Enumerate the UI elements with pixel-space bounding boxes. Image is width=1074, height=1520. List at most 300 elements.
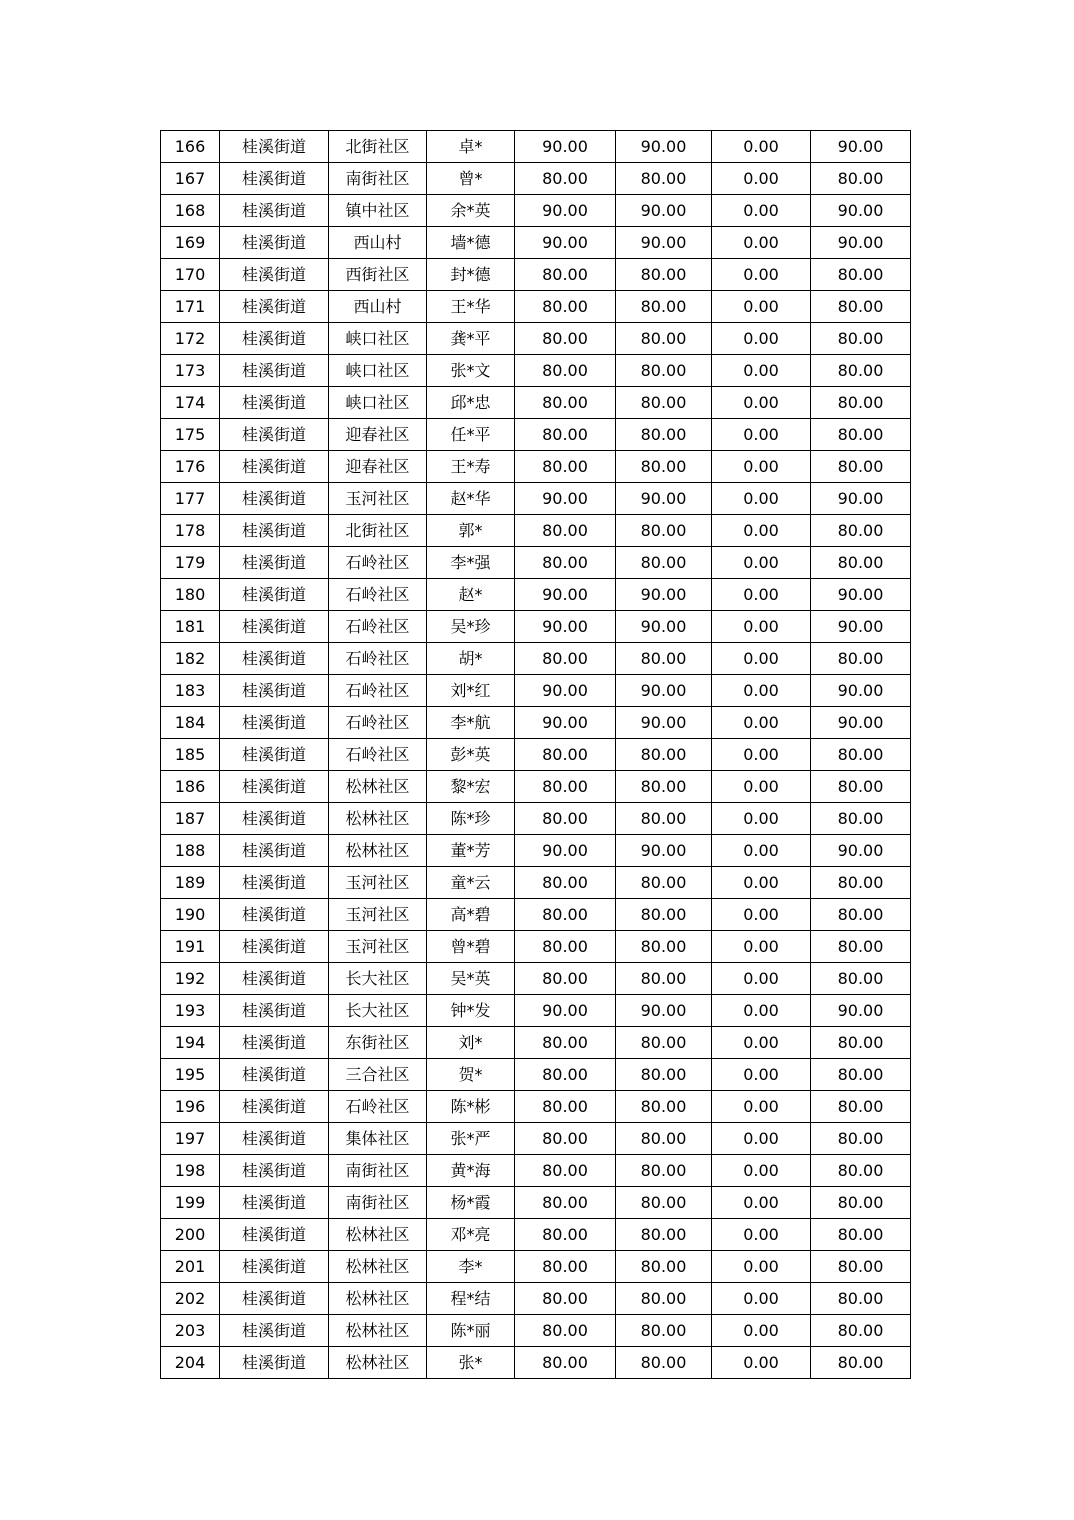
street-cell: 桂溪街道 xyxy=(220,227,329,259)
name-cell: 吴*珍 xyxy=(427,611,515,643)
table-row xyxy=(161,195,911,227)
street-cell: 桂溪街道 xyxy=(220,995,329,1027)
street-cell: 桂溪街道 xyxy=(220,1091,329,1123)
community-cell: 南街社区 xyxy=(329,1155,427,1187)
amount-1-cell: 80.00 xyxy=(515,1059,616,1091)
name-cell: 高*碧 xyxy=(427,899,515,931)
community-cell: 石岭社区 xyxy=(329,611,427,643)
name-cell: 张* xyxy=(427,1347,515,1379)
table-row xyxy=(161,515,911,547)
name-cell: 墙*德 xyxy=(427,227,515,259)
name-cell: 李* xyxy=(427,1251,515,1283)
table-row xyxy=(161,1187,911,1219)
amount-3-cell: 0.00 xyxy=(712,579,811,611)
amount-2-cell: 80.00 xyxy=(616,1123,712,1155)
amount-1-cell: 80.00 xyxy=(515,387,616,419)
table-row xyxy=(161,163,911,195)
name-cell: 陈*珍 xyxy=(427,803,515,835)
street-cell: 桂溪街道 xyxy=(220,1027,329,1059)
community-cell: 南街社区 xyxy=(329,1187,427,1219)
amount-1-cell: 80.00 xyxy=(515,163,616,195)
amount-4-cell: 80.00 xyxy=(811,419,911,451)
community-cell: 南街社区 xyxy=(329,163,427,195)
row-index-cell: 168 xyxy=(161,195,220,227)
row-index-cell: 201 xyxy=(161,1251,220,1283)
amount-2-cell: 80.00 xyxy=(616,867,712,899)
amount-2-cell: 90.00 xyxy=(616,707,712,739)
community-cell: 东街社区 xyxy=(329,1027,427,1059)
street-cell: 桂溪街道 xyxy=(220,419,329,451)
amount-4-cell: 80.00 xyxy=(811,1283,911,1315)
street-cell: 桂溪街道 xyxy=(220,611,329,643)
name-cell: 封*德 xyxy=(427,259,515,291)
amount-1-cell: 80.00 xyxy=(515,643,616,675)
amount-4-cell: 90.00 xyxy=(811,227,911,259)
name-cell: 程*结 xyxy=(427,1283,515,1315)
amount-4-cell: 80.00 xyxy=(811,643,911,675)
street-cell: 桂溪街道 xyxy=(220,195,329,227)
amount-1-cell: 80.00 xyxy=(515,963,616,995)
community-cell: 长大社区 xyxy=(329,995,427,1027)
amount-4-cell: 80.00 xyxy=(811,323,911,355)
table-row xyxy=(161,995,911,1027)
table-row xyxy=(161,451,911,483)
table-row xyxy=(161,387,911,419)
amount-2-cell: 80.00 xyxy=(616,291,712,323)
community-cell: 三合社区 xyxy=(329,1059,427,1091)
name-cell: 曾* xyxy=(427,163,515,195)
table-row xyxy=(161,1347,911,1379)
amount-4-cell: 80.00 xyxy=(811,1315,911,1347)
name-cell: 赵* xyxy=(427,579,515,611)
amount-2-cell: 80.00 xyxy=(616,963,712,995)
row-index-cell: 174 xyxy=(161,387,220,419)
row-index-cell: 182 xyxy=(161,643,220,675)
amount-1-cell: 80.00 xyxy=(515,1187,616,1219)
community-cell: 松林社区 xyxy=(329,1315,427,1347)
amount-3-cell: 0.00 xyxy=(712,739,811,771)
name-cell: 杨*霞 xyxy=(427,1187,515,1219)
community-cell: 西街社区 xyxy=(329,259,427,291)
community-cell: 迎春社区 xyxy=(329,419,427,451)
table-row xyxy=(161,867,911,899)
row-index-cell: 175 xyxy=(161,419,220,451)
amount-2-cell: 80.00 xyxy=(616,547,712,579)
amount-4-cell: 80.00 xyxy=(811,1155,911,1187)
amount-1-cell: 80.00 xyxy=(515,1091,616,1123)
row-index-cell: 178 xyxy=(161,515,220,547)
row-index-cell: 183 xyxy=(161,675,220,707)
amount-1-cell: 80.00 xyxy=(515,259,616,291)
amount-1-cell: 90.00 xyxy=(515,835,616,867)
amount-3-cell: 0.00 xyxy=(712,771,811,803)
row-index-cell: 185 xyxy=(161,739,220,771)
table-row xyxy=(161,1027,911,1059)
table-row xyxy=(161,1219,911,1251)
street-cell: 桂溪街道 xyxy=(220,387,329,419)
street-cell: 桂溪街道 xyxy=(220,579,329,611)
row-index-cell: 169 xyxy=(161,227,220,259)
name-cell: 刘*红 xyxy=(427,675,515,707)
amount-3-cell: 0.00 xyxy=(712,131,811,163)
name-cell: 钟*发 xyxy=(427,995,515,1027)
street-cell: 桂溪街道 xyxy=(220,899,329,931)
community-cell: 长大社区 xyxy=(329,963,427,995)
amount-4-cell: 80.00 xyxy=(811,547,911,579)
amount-4-cell: 80.00 xyxy=(811,899,911,931)
table-row xyxy=(161,739,911,771)
amount-4-cell: 80.00 xyxy=(811,387,911,419)
amount-1-cell: 80.00 xyxy=(515,803,616,835)
amount-4-cell: 80.00 xyxy=(811,1123,911,1155)
amount-2-cell: 90.00 xyxy=(616,675,712,707)
name-cell: 郭* xyxy=(427,515,515,547)
amount-3-cell: 0.00 xyxy=(712,1027,811,1059)
amount-4-cell: 80.00 xyxy=(811,771,911,803)
amount-4-cell: 80.00 xyxy=(811,259,911,291)
name-cell: 邱*忠 xyxy=(427,387,515,419)
amount-2-cell: 80.00 xyxy=(616,1059,712,1091)
street-cell: 桂溪街道 xyxy=(220,1251,329,1283)
community-cell: 镇中社区 xyxy=(329,195,427,227)
name-cell: 陈*彬 xyxy=(427,1091,515,1123)
name-cell: 陈*丽 xyxy=(427,1315,515,1347)
community-cell: 峡口社区 xyxy=(329,323,427,355)
table-row xyxy=(161,291,911,323)
row-index-cell: 171 xyxy=(161,291,220,323)
community-cell: 石岭社区 xyxy=(329,707,427,739)
amount-4-cell: 80.00 xyxy=(811,163,911,195)
street-cell: 桂溪街道 xyxy=(220,867,329,899)
amount-1-cell: 80.00 xyxy=(515,323,616,355)
community-cell: 石岭社区 xyxy=(329,547,427,579)
amount-4-cell: 80.00 xyxy=(811,1347,911,1379)
row-index-cell: 170 xyxy=(161,259,220,291)
name-cell: 邓*亮 xyxy=(427,1219,515,1251)
community-cell: 北街社区 xyxy=(329,131,427,163)
row-index-cell: 198 xyxy=(161,1155,220,1187)
amount-4-cell: 90.00 xyxy=(811,579,911,611)
street-cell: 桂溪街道 xyxy=(220,1347,329,1379)
amount-4-cell: 80.00 xyxy=(811,515,911,547)
records-table xyxy=(160,130,911,1379)
community-cell: 松林社区 xyxy=(329,1347,427,1379)
street-cell: 桂溪街道 xyxy=(220,323,329,355)
amount-2-cell: 80.00 xyxy=(616,1091,712,1123)
amount-1-cell: 80.00 xyxy=(515,739,616,771)
amount-1-cell: 80.00 xyxy=(515,899,616,931)
amount-3-cell: 0.00 xyxy=(712,515,811,547)
amount-4-cell: 90.00 xyxy=(811,195,911,227)
street-cell: 桂溪街道 xyxy=(220,515,329,547)
row-index-cell: 179 xyxy=(161,547,220,579)
table-row xyxy=(161,1059,911,1091)
amount-3-cell: 0.00 xyxy=(712,483,811,515)
street-cell: 桂溪街道 xyxy=(220,803,329,835)
amount-3-cell: 0.00 xyxy=(712,1187,811,1219)
amount-3-cell: 0.00 xyxy=(712,1091,811,1123)
name-cell: 王*华 xyxy=(427,291,515,323)
row-index-cell: 184 xyxy=(161,707,220,739)
amount-4-cell: 80.00 xyxy=(811,931,911,963)
amount-2-cell: 80.00 xyxy=(616,643,712,675)
amount-2-cell: 80.00 xyxy=(616,259,712,291)
table-row xyxy=(161,131,911,163)
street-cell: 桂溪街道 xyxy=(220,163,329,195)
row-index-cell: 200 xyxy=(161,1219,220,1251)
table-row xyxy=(161,579,911,611)
street-cell: 桂溪街道 xyxy=(220,1283,329,1315)
table-row xyxy=(161,899,911,931)
amount-4-cell: 80.00 xyxy=(811,355,911,387)
amount-3-cell: 0.00 xyxy=(712,611,811,643)
amount-4-cell: 80.00 xyxy=(811,291,911,323)
amount-2-cell: 80.00 xyxy=(616,771,712,803)
amount-3-cell: 0.00 xyxy=(712,995,811,1027)
amount-4-cell: 80.00 xyxy=(811,451,911,483)
street-cell: 桂溪街道 xyxy=(220,931,329,963)
amount-1-cell: 80.00 xyxy=(515,451,616,483)
amount-1-cell: 80.00 xyxy=(515,1283,616,1315)
street-cell: 桂溪街道 xyxy=(220,1187,329,1219)
table-row xyxy=(161,611,911,643)
amount-4-cell: 90.00 xyxy=(811,995,911,1027)
table-row xyxy=(161,931,911,963)
amount-2-cell: 80.00 xyxy=(616,1347,712,1379)
table-row xyxy=(161,1091,911,1123)
amount-3-cell: 0.00 xyxy=(712,1059,811,1091)
name-cell: 余*英 xyxy=(427,195,515,227)
name-cell: 贺* xyxy=(427,1059,515,1091)
amount-3-cell: 0.00 xyxy=(712,419,811,451)
amount-2-cell: 80.00 xyxy=(616,931,712,963)
amount-2-cell: 90.00 xyxy=(616,131,712,163)
row-index-cell: 192 xyxy=(161,963,220,995)
community-cell: 石岭社区 xyxy=(329,739,427,771)
name-cell: 胡* xyxy=(427,643,515,675)
amount-3-cell: 0.00 xyxy=(712,163,811,195)
street-cell: 桂溪街道 xyxy=(220,483,329,515)
amount-1-cell: 80.00 xyxy=(515,1347,616,1379)
table-row xyxy=(161,355,911,387)
amount-2-cell: 80.00 xyxy=(616,1187,712,1219)
row-index-cell: 202 xyxy=(161,1283,220,1315)
amount-3-cell: 0.00 xyxy=(712,899,811,931)
amount-3-cell: 0.00 xyxy=(712,1347,811,1379)
amount-2-cell: 80.00 xyxy=(616,1315,712,1347)
community-cell: 石岭社区 xyxy=(329,643,427,675)
records-body xyxy=(161,131,911,1379)
street-cell: 桂溪街道 xyxy=(220,1059,329,1091)
amount-1-cell: 80.00 xyxy=(515,1219,616,1251)
row-index-cell: 204 xyxy=(161,1347,220,1379)
amount-1-cell: 80.00 xyxy=(515,515,616,547)
amount-1-cell: 90.00 xyxy=(515,227,616,259)
amount-2-cell: 90.00 xyxy=(616,835,712,867)
amount-2-cell: 80.00 xyxy=(616,899,712,931)
name-cell: 刘* xyxy=(427,1027,515,1059)
table-row xyxy=(161,483,911,515)
name-cell: 彭*英 xyxy=(427,739,515,771)
name-cell: 吴*英 xyxy=(427,963,515,995)
street-cell: 桂溪街道 xyxy=(220,355,329,387)
name-cell: 卓* xyxy=(427,131,515,163)
amount-1-cell: 80.00 xyxy=(515,1251,616,1283)
amount-3-cell: 0.00 xyxy=(712,675,811,707)
table-row xyxy=(161,803,911,835)
name-cell: 黄*海 xyxy=(427,1155,515,1187)
name-cell: 董*芳 xyxy=(427,835,515,867)
amount-1-cell: 80.00 xyxy=(515,291,616,323)
amount-2-cell: 80.00 xyxy=(616,1219,712,1251)
amount-2-cell: 80.00 xyxy=(616,387,712,419)
table-row xyxy=(161,675,911,707)
table-row xyxy=(161,227,911,259)
amount-4-cell: 80.00 xyxy=(811,1027,911,1059)
community-cell: 松林社区 xyxy=(329,803,427,835)
street-cell: 桂溪街道 xyxy=(220,1123,329,1155)
amount-1-cell: 80.00 xyxy=(515,1123,616,1155)
amount-3-cell: 0.00 xyxy=(712,451,811,483)
street-cell: 桂溪街道 xyxy=(220,259,329,291)
name-cell: 张*严 xyxy=(427,1123,515,1155)
row-index-cell: 173 xyxy=(161,355,220,387)
community-cell: 石岭社区 xyxy=(329,1091,427,1123)
amount-4-cell: 90.00 xyxy=(811,131,911,163)
row-index-cell: 176 xyxy=(161,451,220,483)
community-cell: 北街社区 xyxy=(329,515,427,547)
amount-2-cell: 90.00 xyxy=(616,995,712,1027)
community-cell: 松林社区 xyxy=(329,771,427,803)
amount-4-cell: 80.00 xyxy=(811,1187,911,1219)
amount-3-cell: 0.00 xyxy=(712,227,811,259)
street-cell: 桂溪街道 xyxy=(220,131,329,163)
amount-4-cell: 80.00 xyxy=(811,867,911,899)
amount-1-cell: 80.00 xyxy=(515,547,616,579)
amount-3-cell: 0.00 xyxy=(712,355,811,387)
amount-2-cell: 80.00 xyxy=(616,1155,712,1187)
amount-3-cell: 0.00 xyxy=(712,1251,811,1283)
amount-2-cell: 90.00 xyxy=(616,579,712,611)
amount-2-cell: 80.00 xyxy=(616,1251,712,1283)
amount-1-cell: 80.00 xyxy=(515,1155,616,1187)
amount-4-cell: 90.00 xyxy=(811,707,911,739)
table-row xyxy=(161,771,911,803)
amount-3-cell: 0.00 xyxy=(712,931,811,963)
amount-2-cell: 90.00 xyxy=(616,611,712,643)
table-row xyxy=(161,1315,911,1347)
amount-1-cell: 80.00 xyxy=(515,419,616,451)
amount-2-cell: 90.00 xyxy=(616,483,712,515)
table-row xyxy=(161,707,911,739)
table-row xyxy=(161,323,911,355)
amount-4-cell: 80.00 xyxy=(811,1091,911,1123)
amount-4-cell: 80.00 xyxy=(811,963,911,995)
row-index-cell: 190 xyxy=(161,899,220,931)
name-cell: 李*强 xyxy=(427,547,515,579)
name-cell: 李*航 xyxy=(427,707,515,739)
community-cell: 西山村 xyxy=(329,227,427,259)
community-cell: 峡口社区 xyxy=(329,387,427,419)
name-cell: 任*平 xyxy=(427,419,515,451)
amount-1-cell: 90.00 xyxy=(515,579,616,611)
street-cell: 桂溪街道 xyxy=(220,1219,329,1251)
community-cell: 松林社区 xyxy=(329,1283,427,1315)
table-row xyxy=(161,1283,911,1315)
amount-3-cell: 0.00 xyxy=(712,387,811,419)
amount-3-cell: 0.00 xyxy=(712,963,811,995)
amount-2-cell: 80.00 xyxy=(616,1283,712,1315)
amount-2-cell: 90.00 xyxy=(616,195,712,227)
table-row xyxy=(161,1251,911,1283)
row-index-cell: 188 xyxy=(161,835,220,867)
row-index-cell: 186 xyxy=(161,771,220,803)
row-index-cell: 197 xyxy=(161,1123,220,1155)
table-row xyxy=(161,835,911,867)
community-cell: 西山村 xyxy=(329,291,427,323)
row-index-cell: 172 xyxy=(161,323,220,355)
row-index-cell: 191 xyxy=(161,931,220,963)
street-cell: 桂溪街道 xyxy=(220,771,329,803)
amount-2-cell: 80.00 xyxy=(616,419,712,451)
row-index-cell: 199 xyxy=(161,1187,220,1219)
amount-3-cell: 0.00 xyxy=(712,1123,811,1155)
amount-2-cell: 90.00 xyxy=(616,227,712,259)
name-cell: 黎*宏 xyxy=(427,771,515,803)
name-cell: 童*云 xyxy=(427,867,515,899)
street-cell: 桂溪街道 xyxy=(220,835,329,867)
amount-1-cell: 90.00 xyxy=(515,483,616,515)
street-cell: 桂溪街道 xyxy=(220,451,329,483)
amount-4-cell: 90.00 xyxy=(811,483,911,515)
name-cell: 赵*华 xyxy=(427,483,515,515)
community-cell: 松林社区 xyxy=(329,835,427,867)
amount-3-cell: 0.00 xyxy=(712,259,811,291)
amount-3-cell: 0.00 xyxy=(712,867,811,899)
amount-1-cell: 90.00 xyxy=(515,611,616,643)
amount-3-cell: 0.00 xyxy=(712,803,811,835)
name-cell: 曾*碧 xyxy=(427,931,515,963)
amount-4-cell: 80.00 xyxy=(811,803,911,835)
row-index-cell: 167 xyxy=(161,163,220,195)
name-cell: 王*寿 xyxy=(427,451,515,483)
row-index-cell: 181 xyxy=(161,611,220,643)
amount-1-cell: 90.00 xyxy=(515,195,616,227)
row-index-cell: 189 xyxy=(161,867,220,899)
row-index-cell: 187 xyxy=(161,803,220,835)
row-index-cell: 166 xyxy=(161,131,220,163)
amount-3-cell: 0.00 xyxy=(712,291,811,323)
amount-4-cell: 80.00 xyxy=(811,1251,911,1283)
amount-4-cell: 90.00 xyxy=(811,611,911,643)
street-cell: 桂溪街道 xyxy=(220,739,329,771)
street-cell: 桂溪街道 xyxy=(220,291,329,323)
row-index-cell: 196 xyxy=(161,1091,220,1123)
amount-4-cell: 90.00 xyxy=(811,835,911,867)
amount-1-cell: 80.00 xyxy=(515,355,616,387)
street-cell: 桂溪街道 xyxy=(220,547,329,579)
amount-2-cell: 80.00 xyxy=(616,1027,712,1059)
amount-1-cell: 80.00 xyxy=(515,1315,616,1347)
street-cell: 桂溪街道 xyxy=(220,707,329,739)
row-index-cell: 203 xyxy=(161,1315,220,1347)
amount-2-cell: 80.00 xyxy=(616,803,712,835)
name-cell: 龚*平 xyxy=(427,323,515,355)
amount-2-cell: 80.00 xyxy=(616,355,712,387)
street-cell: 桂溪街道 xyxy=(220,643,329,675)
community-cell: 石岭社区 xyxy=(329,675,427,707)
street-cell: 桂溪街道 xyxy=(220,1315,329,1347)
